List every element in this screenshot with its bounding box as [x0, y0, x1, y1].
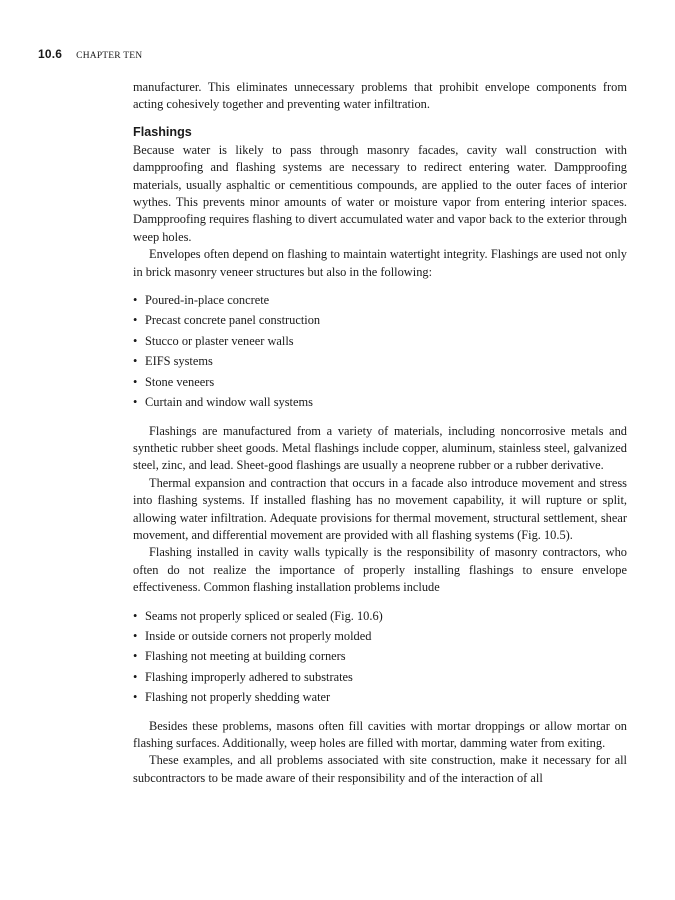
paragraph-envelopes: Envelopes often depend on flashing to maintain watertight integrity. Flashings are used not only in brick masonry veneer structures but also in the following: [133, 247, 627, 279]
list-item-text: Curtain and window wall systems [145, 395, 313, 410]
bullet-icon: • [133, 354, 138, 369]
list-item [133, 667, 627, 687]
structure-type-list [133, 290, 627, 412]
list-item [133, 392, 627, 412]
bullet-icon: • [133, 374, 138, 389]
list-item [133, 351, 627, 371]
bullet-icon: • [133, 608, 138, 623]
paragraph-installation: Flashing installed in cavity walls typically is the responsibility of masonry contractors, who often do not realize the importance of properly installing flashings to ensure envelope effectiveness. Common flashing installation problems include [133, 545, 627, 595]
list-item-text: Seams not properly spliced or sealed (Fig. 10.6) [145, 608, 383, 623]
bullet-icon: • [133, 628, 138, 643]
list-item [133, 626, 627, 646]
bullet-icon: • [133, 669, 138, 684]
list-item [133, 310, 627, 330]
list-item [133, 372, 627, 392]
page-number: 10.6 [38, 47, 63, 61]
bullet-icon: • [133, 395, 138, 410]
paragraph-subcontractors: These examples, and all problems associated with site construction, make it necessary for all subcontractors to be made aware of their responsibility and of the interaction of all [133, 753, 627, 785]
list-item-text: Stone veneers [145, 374, 215, 389]
list-item [133, 290, 627, 310]
list-item-text: Precast concrete panel construction [145, 313, 321, 328]
bullet-icon: • [133, 313, 138, 328]
list-item-text: Flashing not properly shedding water [145, 690, 331, 705]
paragraph-masons: Besides these problems, masons often fill cavities with mortar droppings or allow mortar on flashing surfaces. Additionally, weep holes are filled with mortar, damming water from exiting. [133, 718, 627, 750]
bullet-icon: • [133, 649, 138, 664]
list-item [133, 606, 627, 626]
list-item-text: Poured-in-place concrete [145, 293, 270, 308]
chapter-title: CHAPTER TEN [76, 51, 143, 61]
paragraph-thermal: Thermal expansion and contraction that occurs in a facade also introduce movement and stress into flashing systems. If installed flashing has no movement capability, it will rupture or split, allowing water infiltration. Adequate provisions for thermal movement, structural settlement, shear movement, and differential movement are provided with all flashing systems (Fig. 10.5). [133, 475, 627, 542]
list-item [133, 646, 627, 666]
list-item-text: Inside or outside corners not properly molded [145, 628, 372, 643]
list-item-text: EIFS systems [145, 354, 213, 369]
section-heading: Flashings [133, 124, 192, 139]
bullet-icon: • [133, 333, 138, 348]
bullet-icon: • [133, 293, 138, 308]
installation-problem-list [133, 606, 627, 708]
list-item [133, 331, 627, 351]
bullet-icon: • [133, 690, 138, 705]
list-item-text: Flashing improperly adhered to substrates [145, 669, 353, 684]
paragraph-dampproofing: Because water is likely to pass through masonry facades, cavity wall construction with dampproofing and flashing systems are necessary to redirect entering water. Dampproofing materials, usually asphaltic or cementitious compounds, are applied to the outer faces of interior wythes. This prevents minor amounts of water or moisture vapor from entering interior spaces. Dampproofing requires flashing to divert accumulated water and vapor back to the exterior through weep holes. [133, 142, 627, 244]
list-item [133, 687, 627, 707]
list-item-text: Flashing not meeting at building corners [145, 649, 346, 664]
body-text [133, 79, 627, 787]
list-item-text: Stucco or plaster veneer walls [145, 333, 294, 348]
running-head [38, 47, 142, 61]
intro-paragraph: manufacturer. This eliminates unnecessary problems that prohibit envelope components from acting cohesively together and preventing water infiltration. [133, 80, 627, 112]
paragraph-materials: Flashings are manufactured from a variety of materials, including noncorrosive metals and synthetic rubber sheet goods. Metal flashings include copper, aluminum, stainless steel, galvanized steel, zinc, and lead. Sheet-good flashings are usually a neoprene rubber or a rubber derivative. [133, 423, 627, 473]
